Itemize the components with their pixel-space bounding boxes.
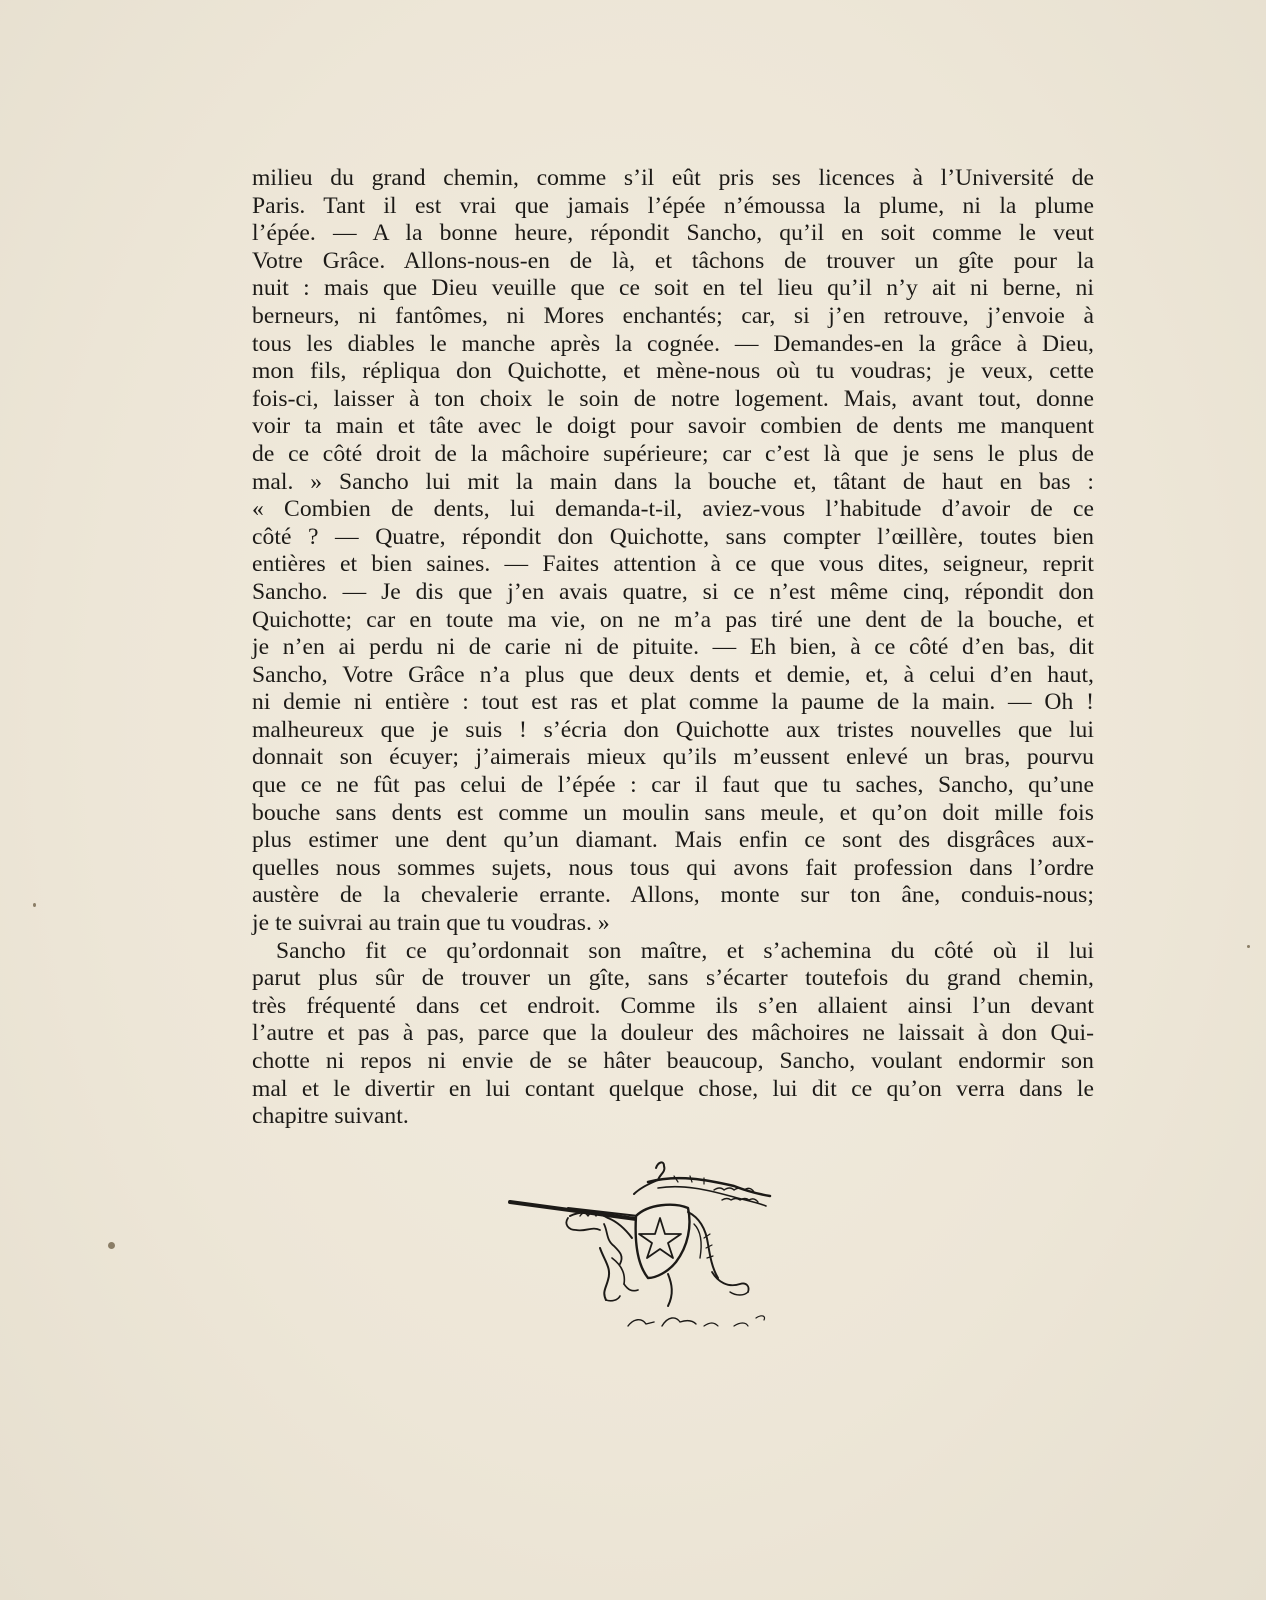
text-line: entières et bien saines. — Faites attention à ce que vous dites, seigneur, reprit	[252, 551, 1094, 578]
text-line: je te suivrai au train que tu voudras. »	[252, 910, 610, 937]
paragraph-1	[252, 165, 1094, 938]
text-line: berneurs, ni fantômes, ni Mores enchantés; car, si j’en retrouve, j’envoie à	[252, 302, 1094, 329]
text-line: je n’en ai perdu ni de carie ni de pituite. — Eh bien, à ce côté d’en bas, dit	[252, 634, 1094, 661]
text-line: « Combien de dents, lui demanda-t-il, aviez-vous l’habitude d’avoir de ce	[252, 496, 1094, 523]
text-line: parut plus sûr de trouver un gîte, sans s’écarter toutefois du grand chemin,	[252, 965, 1094, 992]
text-line: donnait son écuyer; j’aimerais mieux qu’ils m’eussent enlevé un bras, pourvu	[252, 744, 1094, 771]
text-line: très fréquenté dans cet endroit. Comme ils s’en allaient ainsi l’un devant	[252, 992, 1094, 1019]
text-line: l’autre et pas à pas, parce que la douleur des mâchoires ne laissait à don Qui-	[252, 1020, 1094, 1047]
text-line: Sancho, Votre Grâce n’a plus que deux dents et demie, et, à celui d’en haut,	[252, 661, 1094, 688]
text-line: milieu du grand chemin, comme s’il eût pris ses licences à l’Université de	[252, 165, 1094, 191]
text-line: de ce côté droit de la mâchoire supérieure; car c’est là que je sens le plus de	[252, 440, 1094, 467]
text-line: austère de la chevalerie errante. Allons, monte sur ton âne, conduis-nous;	[252, 882, 1094, 909]
text-line: chapitre suivant.	[252, 1103, 409, 1130]
text-line: que ce ne fût pas celui de l’épée : car il faut que tu saches, Sancho, qu’une	[252, 772, 1094, 799]
paper-speck	[1247, 945, 1250, 948]
text-line: voir ta main et tâte avec le doigt pour savoir combien de dents me manquent	[252, 413, 1094, 440]
text-line: nuit : mais que Dieu veuille que ce soit en tel lieu qu’il n’y ait ni berne, ni	[252, 275, 1094, 302]
text-line: ni demie ni entière : tout est ras et plat comme la paume de la main. — Oh !	[252, 689, 1094, 716]
knight-with-lance-vignette-icon	[508, 1160, 790, 1342]
body-text	[252, 165, 1094, 1131]
paper-speck	[108, 1242, 115, 1249]
text-line: plus estimer une dent qu’un diamant. Mais enfin ce sont des disgrâces aux-	[252, 827, 1094, 854]
text-line: Quichotte; car en toute ma vie, on ne m’a pas tiré une dent de la bouche, et	[252, 606, 1094, 633]
text-line: l’épée. — A la bonne heure, répondit Sancho, qu’il en soit comme le veut	[252, 220, 1094, 247]
text-line: malheureux que je suis ! s’écria don Quichotte aux tristes nouvelles que lui	[252, 716, 1094, 743]
text-line: mal et le divertir en lui contant quelque chose, lui dit ce qu’on verra dans le	[252, 1075, 1094, 1102]
paper-speck	[33, 903, 36, 907]
text-line: Votre Grâce. Allons-nous-en de là, et tâchons de trouver un gîte pour la	[252, 247, 1094, 274]
text-line: Paris. Tant il est vrai que jamais l’épée n’émoussa la plume, ni la plume	[252, 192, 1094, 219]
text-line: chotte ni repos ni envie de se hâter beaucoup, Sancho, voulant endormir son	[252, 1048, 1094, 1074]
text-line: côté ? — Quatre, répondit don Quichotte, sans compter l’œillère, toutes bien	[252, 523, 1094, 550]
text-line: quelles nous sommes sujets, nous tous qui avons fait profession dans l’ordre	[252, 854, 1094, 881]
text-line: fois-ci, laisser à ton choix le soin de notre logement. Mais, avant tout, donne	[252, 385, 1094, 412]
text-line: Sancho fit ce qu’ordonnait son maître, et s’achemina du côté où il lui	[276, 937, 1094, 964]
text-line: tous les diables le manche après la cognée. — Demandes-en la grâce à Dieu,	[252, 330, 1094, 357]
text-line: mon fils, répliqua don Quichotte, et mène-nous où tu voudras; je veux, cette	[252, 358, 1094, 385]
paragraph-2	[252, 938, 1094, 1131]
text-line: bouche sans dents est comme un moulin sans meule, et qu’on doit mille fois	[252, 799, 1094, 826]
text-line: mal. » Sancho lui mit la main dans la bouche et, tâtant de haut en bas :	[252, 468, 1094, 495]
text-line: Sancho. — Je dis que j’en avais quatre, si ce n’est même cinq, répondit don	[252, 578, 1094, 605]
